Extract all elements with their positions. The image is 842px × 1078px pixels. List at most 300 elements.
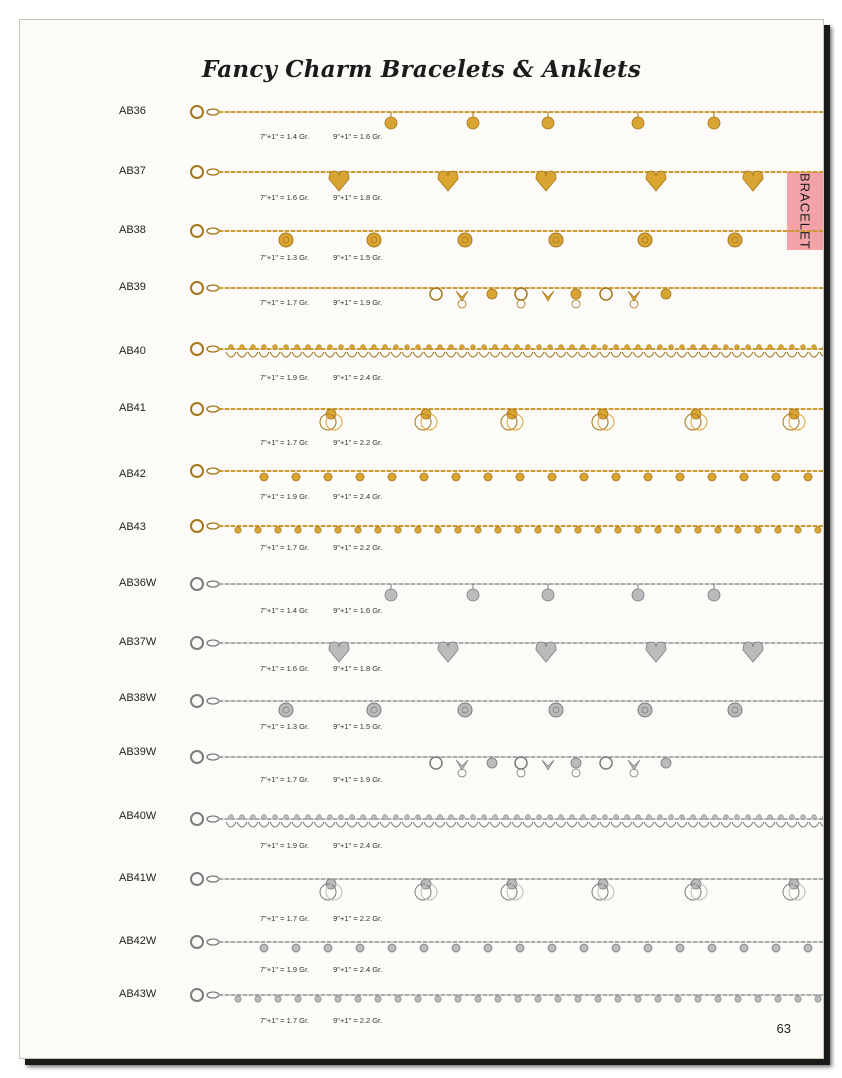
charm-icon — [467, 584, 479, 601]
charm-icon — [622, 815, 632, 827]
charm-icon — [542, 584, 554, 601]
weight-specs — [260, 543, 382, 552]
clasp-icon — [191, 813, 203, 825]
charm-icon — [388, 473, 396, 481]
weight-9in: 9"+1" = 1.5 Gr. — [333, 253, 383, 262]
product-row[interactable] — [20, 575, 823, 635]
charm-icon — [589, 815, 599, 827]
product-row[interactable] — [20, 933, 823, 993]
charm-icon — [475, 996, 481, 1002]
charm-icon — [367, 233, 381, 247]
charm-icon — [809, 815, 819, 827]
charm-icon — [456, 760, 468, 777]
charm-icon — [783, 879, 805, 900]
charm-icon — [776, 345, 786, 357]
charm-icon — [578, 345, 588, 357]
product-row[interactable] — [20, 986, 823, 1046]
charm-icon — [388, 944, 396, 952]
weight-specs — [260, 492, 382, 501]
charm-icon — [775, 996, 781, 1002]
charm-icon — [515, 288, 527, 308]
charm-icon — [270, 345, 280, 357]
charm-icon — [666, 345, 676, 357]
charm-icon — [715, 996, 721, 1002]
charm-icon — [226, 815, 236, 827]
charm-icon — [688, 815, 698, 827]
charm-icon — [787, 815, 797, 827]
charm-icon — [516, 473, 524, 481]
charm-icon — [721, 815, 731, 827]
charm-icon — [676, 473, 684, 481]
product-row[interactable] — [20, 870, 823, 930]
charm-icon — [336, 345, 346, 357]
charm-icon — [612, 944, 620, 952]
charm-icon — [545, 345, 555, 357]
charm-icon — [424, 345, 434, 357]
charm-icon — [501, 815, 511, 827]
charm-icon — [612, 473, 620, 481]
product-row[interactable] — [20, 340, 823, 400]
bracelet-image — [186, 340, 824, 374]
charm-icon — [446, 815, 456, 827]
charm-icon — [248, 815, 258, 827]
charm-icon — [391, 815, 401, 827]
charm-icon — [385, 112, 397, 129]
charm-icon — [523, 815, 533, 827]
charm-icon — [248, 345, 258, 357]
weight-9in: 9"+1" = 1.8 Gr. — [333, 664, 383, 673]
charm-icon — [479, 815, 489, 827]
charm-icon — [446, 345, 456, 357]
product-code: AB42 — [119, 468, 146, 480]
charm-icon — [402, 815, 412, 827]
bracelet-photo — [186, 692, 824, 726]
charm-icon — [646, 171, 666, 191]
weight-9in: 9"+1" = 2.2 Gr. — [333, 1016, 383, 1025]
weight-7in: 7"+1" = 1.6 Gr. — [260, 664, 310, 673]
charm-icon — [292, 473, 300, 481]
page-title: Fancy Charm Bracelets & Anklets — [202, 56, 641, 83]
charm-icon — [270, 815, 280, 827]
charm-icon — [324, 473, 332, 481]
product-row[interactable] — [20, 279, 823, 339]
weight-9in: 9"+1" = 2.2 Gr. — [333, 438, 383, 447]
charm-icon — [235, 996, 241, 1002]
charm-icon — [369, 345, 379, 357]
charm-icon — [754, 815, 764, 827]
weight-7in: 7"+1" = 1.9 Gr. — [260, 841, 310, 850]
charm-icon — [501, 879, 523, 900]
charm-icon — [260, 473, 268, 481]
charm-icon — [622, 345, 632, 357]
charm-icon — [685, 879, 707, 900]
charm-icon — [438, 642, 458, 662]
charm-icon — [292, 944, 300, 952]
weight-7in: 7"+1" = 1.9 Gr. — [260, 965, 310, 974]
weight-9in: 9"+1" = 1.9 Gr. — [333, 298, 383, 307]
charm-icon — [772, 944, 780, 952]
charm-icon — [555, 527, 561, 533]
bracelet-image — [186, 986, 824, 1020]
charm-icon — [820, 815, 824, 827]
weight-specs — [260, 438, 382, 447]
charm-icon — [710, 815, 720, 827]
bracelet-image — [186, 222, 824, 256]
weight-specs — [260, 914, 382, 923]
charm-icon — [600, 345, 610, 357]
charm-icon — [255, 996, 261, 1002]
weight-7in: 7"+1" = 1.7 Gr. — [260, 298, 310, 307]
weight-specs — [260, 132, 382, 141]
product-row[interactable] — [20, 692, 823, 752]
charm-icon — [638, 703, 652, 717]
charm-icon — [600, 757, 612, 769]
product-code: AB40W — [119, 810, 157, 822]
charm-icon — [555, 996, 561, 1002]
weight-9in: 9"+1" = 2.4 Gr. — [333, 492, 383, 501]
charm-icon — [391, 345, 401, 357]
bracelet-photo — [186, 634, 824, 668]
charm-icon — [556, 815, 566, 827]
weight-9in: 9"+1" = 1.6 Gr. — [333, 132, 383, 141]
charm-icon — [452, 944, 460, 952]
section-tab-label: BRACELET — [797, 172, 813, 250]
product-row[interactable] — [20, 810, 823, 870]
charm-icon — [314, 345, 324, 357]
charm-icon — [783, 409, 805, 430]
product-row[interactable] — [20, 634, 823, 694]
charm-icon — [415, 409, 437, 430]
charm-icon — [534, 815, 544, 827]
page-number: 63 — [776, 1021, 791, 1036]
charm-icon — [685, 409, 707, 430]
clasp-icon — [191, 578, 203, 590]
charm-icon — [804, 473, 812, 481]
charm-icon — [798, 815, 808, 827]
charm-icon — [255, 527, 261, 533]
product-row[interactable] — [20, 462, 823, 522]
product-code: AB40 — [119, 345, 146, 357]
product-row[interactable] — [20, 400, 823, 460]
weight-7in: 7"+1" = 1.7 Gr. — [260, 1016, 310, 1025]
charm-icon — [315, 996, 321, 1002]
charm-icon — [542, 291, 554, 301]
charm-icon — [787, 345, 797, 357]
charm-icon — [237, 345, 247, 357]
charm-icon — [795, 527, 801, 533]
charm-icon — [632, 112, 644, 129]
charm-icon — [320, 879, 342, 900]
weight-specs — [260, 253, 382, 262]
clasp-icon — [191, 282, 203, 294]
product-code: AB37 — [119, 165, 146, 177]
product-code: AB38 — [119, 224, 146, 236]
bracelet-image — [186, 634, 824, 668]
charm-icon — [303, 815, 313, 827]
product-row[interactable] — [20, 222, 823, 282]
charm-icon — [487, 289, 497, 299]
charm-icon — [708, 944, 716, 952]
charm-icon — [809, 345, 819, 357]
charm-icon — [534, 345, 544, 357]
weight-9in: 9"+1" = 2.4 Gr. — [333, 841, 383, 850]
charm-icon — [295, 996, 301, 1002]
charm-icon — [457, 345, 467, 357]
weight-9in: 9"+1" = 2.4 Gr. — [333, 965, 383, 974]
charm-icon — [677, 345, 687, 357]
bracelet-image — [186, 692, 824, 726]
charm-icon — [644, 473, 652, 481]
charm-icon — [633, 815, 643, 827]
charm-icon — [420, 944, 428, 952]
charm-icon — [556, 345, 566, 357]
charm-icon — [516, 944, 524, 952]
charm-icon — [484, 944, 492, 952]
bracelet-photo — [186, 222, 824, 256]
charm-icon — [710, 345, 720, 357]
charm-icon — [281, 815, 291, 827]
charm-icon — [615, 996, 621, 1002]
charm-icon — [314, 815, 324, 827]
charm-icon — [415, 527, 421, 533]
charm-icon — [430, 288, 442, 300]
charm-icon — [578, 815, 588, 827]
bracelet-image — [186, 870, 824, 904]
charm-icon — [655, 527, 661, 533]
charm-icon — [675, 996, 681, 1002]
charm-icon — [395, 996, 401, 1002]
charm-icon — [420, 473, 428, 481]
product-row[interactable] — [20, 103, 823, 163]
charm-icon — [335, 527, 341, 533]
charm-icon — [548, 944, 556, 952]
charm-icon — [413, 815, 423, 827]
charm-icon — [575, 527, 581, 533]
charm-icon — [708, 112, 720, 129]
charm-icon — [512, 345, 522, 357]
bracelet-image — [186, 933, 824, 967]
charm-icon — [325, 345, 335, 357]
charm-icon — [435, 815, 445, 827]
charm-icon — [795, 996, 801, 1002]
charm-icon — [495, 996, 501, 1002]
charm-icon — [495, 527, 501, 533]
charm-icon — [754, 345, 764, 357]
bracelet-photo — [186, 986, 824, 1020]
weight-7in: 7"+1" = 1.9 Gr. — [260, 373, 310, 382]
charm-icon — [259, 345, 269, 357]
charm-icon — [575, 996, 581, 1002]
charm-icon — [325, 815, 335, 827]
charm-icon — [402, 345, 412, 357]
charm-icon — [675, 527, 681, 533]
charm-icon — [661, 289, 671, 299]
charm-icon — [815, 527, 821, 533]
weight-7in: 7"+1" = 1.7 Gr. — [260, 438, 310, 447]
charm-icon — [611, 345, 621, 357]
charm-icon — [438, 171, 458, 191]
charm-icon — [743, 171, 763, 191]
charm-icon — [375, 996, 381, 1002]
charm-icon — [755, 996, 761, 1002]
charm-icon — [755, 527, 761, 533]
charm-icon — [743, 815, 753, 827]
charm-icon — [635, 996, 641, 1002]
charm-icon — [592, 409, 614, 430]
charm-icon — [635, 527, 641, 533]
charm-icon — [515, 757, 527, 777]
clasp-icon — [191, 166, 203, 178]
charm-icon — [281, 345, 291, 357]
charm-icon — [455, 996, 461, 1002]
weight-9in: 9"+1" = 1.8 Gr. — [333, 193, 383, 202]
product-code: AB42W — [119, 935, 157, 947]
clasp-icon — [191, 403, 203, 415]
product-code: AB41 — [119, 402, 146, 414]
charm-icon — [292, 815, 302, 827]
charm-icon — [355, 996, 361, 1002]
charm-icon — [435, 527, 441, 533]
charm-icon — [676, 944, 684, 952]
clasp-icon — [191, 106, 203, 118]
charm-icon — [549, 233, 563, 247]
weight-9in: 9"+1" = 1.9 Gr. — [333, 775, 383, 784]
charm-icon — [501, 409, 523, 430]
charm-icon — [536, 642, 556, 662]
charm-icon — [435, 345, 445, 357]
charm-icon — [655, 815, 665, 827]
weight-7in: 7"+1" = 1.6 Gr. — [260, 193, 310, 202]
charm-icon — [475, 527, 481, 533]
charm-icon — [457, 815, 467, 827]
charm-icon — [292, 345, 302, 357]
clasp-icon — [191, 751, 203, 763]
bracelet-photo — [186, 810, 824, 844]
bracelet-photo — [186, 340, 824, 374]
charm-icon — [369, 815, 379, 827]
charm-icon — [661, 758, 671, 768]
weight-specs — [260, 965, 382, 974]
charm-icon — [611, 815, 621, 827]
charm-icon — [721, 345, 731, 357]
weight-9in: 9"+1" = 1.5 Gr. — [333, 722, 383, 731]
charm-icon — [695, 996, 701, 1002]
charm-icon — [455, 527, 461, 533]
charm-icon — [375, 527, 381, 533]
weight-specs — [260, 1016, 382, 1025]
charm-icon — [735, 996, 741, 1002]
bracelet-image — [186, 163, 824, 197]
charm-icon — [655, 345, 665, 357]
product-code: AB36 — [119, 105, 146, 117]
charm-icon — [592, 879, 614, 900]
weight-7in: 7"+1" = 1.9 Gr. — [260, 492, 310, 501]
charm-icon — [512, 815, 522, 827]
charm-icon — [315, 527, 321, 533]
charm-icon — [415, 879, 437, 900]
bracelet-photo — [186, 279, 824, 313]
charm-icon — [275, 996, 281, 1002]
charm-icon — [798, 345, 808, 357]
weight-specs — [260, 373, 382, 382]
weight-specs — [260, 841, 382, 850]
charm-icon — [415, 996, 421, 1002]
charm-icon — [335, 996, 341, 1002]
charm-icon — [380, 345, 390, 357]
charm-icon — [430, 757, 442, 769]
product-row[interactable] — [20, 517, 823, 577]
charm-icon — [740, 944, 748, 952]
charm-icon — [595, 996, 601, 1002]
charm-icon — [699, 815, 709, 827]
charm-icon — [571, 289, 581, 308]
charm-icon — [515, 996, 521, 1002]
charm-icon — [336, 815, 346, 827]
charm-icon — [699, 345, 709, 357]
charm-icon — [279, 703, 293, 717]
charm-icon — [655, 996, 661, 1002]
weight-7in: 7"+1" = 1.4 Gr. — [260, 132, 310, 141]
charm-icon — [347, 345, 357, 357]
charm-icon — [765, 345, 775, 357]
clasp-icon — [191, 936, 203, 948]
charm-icon — [355, 527, 361, 533]
charm-icon — [708, 473, 716, 481]
charm-icon — [458, 703, 472, 717]
charm-icon — [580, 944, 588, 952]
charm-icon — [815, 996, 821, 1002]
charm-icon — [324, 944, 332, 952]
charm-icon — [548, 473, 556, 481]
weight-specs — [260, 664, 382, 673]
charm-icon — [743, 345, 753, 357]
weight-specs — [260, 606, 382, 615]
bracelet-image — [186, 400, 824, 434]
clasp-icon — [191, 989, 203, 1001]
product-row[interactable] — [20, 748, 823, 808]
charm-icon — [677, 815, 687, 827]
product-code: AB36W — [119, 577, 157, 589]
charm-icon — [695, 527, 701, 533]
charm-icon — [490, 815, 500, 827]
weight-9in: 9"+1" = 2.4 Gr. — [333, 373, 383, 382]
bracelet-photo — [186, 933, 824, 967]
clasp-icon — [191, 873, 203, 885]
charm-icon — [435, 996, 441, 1002]
charm-icon — [595, 527, 601, 533]
bracelet-image — [186, 575, 824, 609]
weight-9in: 9"+1" = 2.2 Gr. — [333, 543, 383, 552]
charm-icon — [567, 345, 577, 357]
product-code: AB38W — [119, 692, 157, 704]
product-code: AB37W — [119, 636, 157, 648]
charm-icon — [501, 345, 511, 357]
charm-icon — [646, 642, 666, 662]
weight-specs — [260, 193, 382, 202]
clasp-icon — [191, 225, 203, 237]
charm-icon — [515, 527, 521, 533]
product-row[interactable] — [20, 163, 823, 223]
bracelet-photo — [186, 462, 824, 496]
clasp-icon — [191, 343, 203, 355]
charm-icon — [589, 345, 599, 357]
charm-icon — [523, 345, 533, 357]
charm-icon — [329, 642, 349, 662]
weight-7in: 7"+1" = 1.7 Gr. — [260, 775, 310, 784]
charm-icon — [638, 233, 652, 247]
weight-9in: 9"+1" = 1.6 Gr. — [333, 606, 383, 615]
charm-icon — [380, 815, 390, 827]
